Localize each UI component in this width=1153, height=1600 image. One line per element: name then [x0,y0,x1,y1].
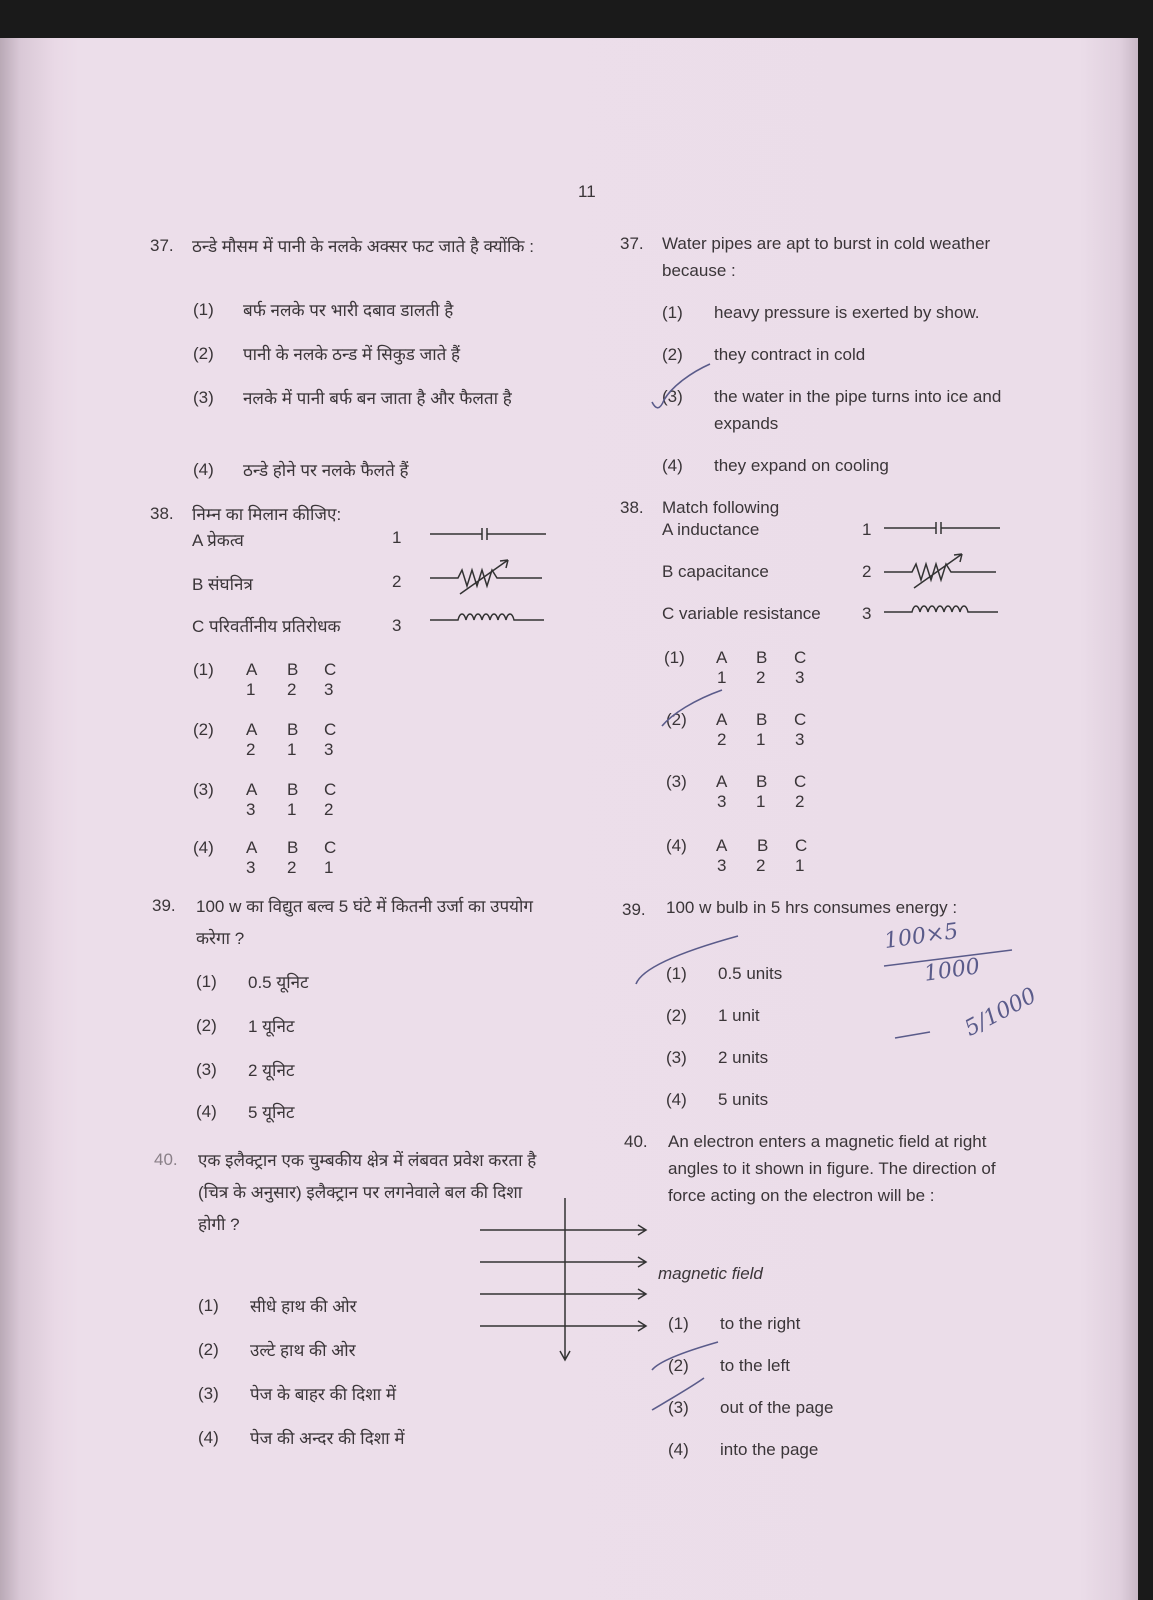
match-item: C variable resistance [662,604,821,623]
option-text: 5 यूनिट [248,1103,295,1122]
question-text: Match following [662,498,780,517]
option-text: expands [714,414,779,433]
match-item: A प्रेकत्व [192,531,244,550]
match-cell: 1 [717,668,727,687]
match-cell: B [756,710,768,729]
match-cell: 1 [756,792,766,811]
question-text: An electron enters a magnetic field at right [668,1132,987,1151]
option-number: (4) [662,456,683,475]
match-cell: 2 [287,680,297,699]
match-cell: 2 [756,668,766,687]
match-cell: A [716,836,728,855]
option-text: 0.5 यूनिट [248,973,309,992]
match-cell: 2 [756,856,766,875]
question-number: 40. [624,1132,648,1151]
symbol-number: 3 [392,616,402,635]
question-number: 38. [150,504,174,523]
question-text: Water pipes are apt to burst in cold weather [662,234,991,253]
option-number: (2) [196,1016,217,1035]
match-cell: B [287,838,299,857]
match-cell: 3 [246,858,256,877]
question-text: ठन्डे मौसम में पानी के नलके अक्सर फट जाते है क्योंकि : [192,237,534,256]
option-number: (3) [662,387,683,406]
question-number: 39. [152,896,176,915]
calc-line [895,1032,930,1038]
match-cell: 3 [717,792,727,811]
match-cell: A [716,648,728,667]
match-cell: A [246,838,258,857]
question-text: force acting on the electron will be : [668,1186,935,1205]
tick-mark [662,690,722,726]
match-cell: B [287,660,299,679]
match-cell: C [795,836,808,855]
question-text: 100 w का विद्युत बल्व 5 घंटे में कितनी उर्जा का उपयोग [196,897,533,916]
question-text: (चित्र के अनुसार) इलैक्ट्रान पर लगनेवाले बल की दिशा [198,1183,523,1202]
option-text: the water in the pipe turns into ice and [714,387,1002,406]
match-cell: 2 [324,800,334,819]
question-text: एक इलैक्ट्रान एक चुम्बकीय क्षेत्र में लंबवत प्रवेश करता है [198,1151,537,1170]
match-item: A inductance [662,520,760,539]
option-number: (4) [193,460,214,479]
match-cell: A [246,720,258,739]
match-cell: 1 [287,740,297,759]
option-number: (1) [664,648,685,667]
option-text: heavy pressure is exerted by show. [714,303,980,322]
option-number: (2) [193,344,214,363]
match-cell: C [794,710,807,729]
option-text: 2 यूनिट [248,1061,295,1080]
option-text: into the page [720,1440,819,1459]
option-number: (4) [196,1102,217,1121]
match-cell: 2 [795,792,805,811]
match-cell: C [324,660,337,679]
option-number: (3) [666,1048,687,1067]
question-text: करेगा ? [196,929,245,948]
match-item: B संघनित्र [192,575,253,594]
page-number: 11 [578,182,596,201]
option-number: (3) [198,1384,219,1403]
symbol-number: 2 [392,572,402,591]
match-cell: B [756,772,768,791]
tick-mark [652,1342,718,1370]
match-cell: 1 [756,730,766,749]
match-cell: B [287,720,299,739]
option-number: (4) [193,838,214,857]
option-text: 2 units [718,1048,769,1067]
symbol-number: 3 [862,604,872,623]
match-cell: 3 [246,800,256,819]
match-cell: 3 [795,730,805,749]
option-text: 1 unit [718,1006,760,1025]
option-text: to the left [720,1356,790,1375]
match-cell: C [324,838,337,857]
match-cell: C [324,720,337,739]
match-cell: 1 [324,858,334,877]
handwritten-calc: 1000 [922,954,982,987]
symbol-number: 1 [392,528,402,547]
match-cell: 3 [324,740,334,759]
match-cell: 2 [246,740,256,759]
option-number: (3) [196,1060,217,1079]
option-text: they contract in cold [714,345,866,364]
option-number: (1) [196,972,217,991]
option-number: (2) [668,1356,689,1375]
option-number: (4) [668,1440,689,1459]
option-number: (2) [666,1006,687,1025]
option-number: (3) [668,1398,689,1417]
symbol-number: 2 [862,562,872,581]
handwritten-calc: 5/1000 [960,983,1041,1042]
option-number: (1) [666,964,687,983]
pen-marks [0,38,1138,1600]
match-cell: 1 [287,800,297,819]
match-cell: A [246,660,258,679]
exam-page [0,38,1138,1600]
match-cell: A [246,780,258,799]
tick-mark [636,936,738,984]
option-text: out of the page [720,1398,834,1417]
option-number: (1) [668,1314,689,1333]
option-number: (1) [193,300,214,319]
option-text: 0.5 units [718,964,783,983]
option-text: बर्फ नलके पर भारी दबाव डालती है [243,301,454,320]
question-text: होगी ? [198,1215,240,1234]
option-number: (2) [198,1340,219,1359]
match-cell: A [716,710,728,729]
match-cell: C [324,780,337,799]
match-cell: B [756,648,768,667]
option-text: 5 units [718,1090,769,1109]
option-number: (1) [198,1296,219,1315]
option-number: (4) [198,1428,219,1447]
field-label: magnetic field [658,1264,763,1283]
question-number: 39. [622,900,646,919]
option-text: they expand on cooling [714,456,889,475]
question-number: 37. [150,236,174,255]
option-text: 1 यूनिट [248,1017,295,1036]
question-number: 38. [620,498,644,517]
symbol-number: 1 [862,520,872,539]
option-text: ठन्डे होने पर नलके फैलते हैं [243,461,409,480]
question-number: 40. [154,1150,178,1169]
option-number: (3) [193,780,214,799]
match-cell: C [794,648,807,667]
option-text: उल्टे हाथ की ओर [250,1341,356,1360]
option-number: (2) [662,345,683,364]
option-number: (2) [193,720,214,739]
option-text: पेज की अन्दर की दिशा में [250,1429,405,1448]
option-text: पानी के नलके ठन्ड में सिकुड जाते हैं [243,345,461,364]
question-text: angles to it shown in figure. The direction of [668,1159,996,1178]
match-cell: 3 [324,680,334,699]
match-cell: 2 [717,730,727,749]
match-item: C परिवर्तीनीय प्रतिरोधक [192,617,341,636]
question-text: 100 w bulb in 5 hrs consumes energy : [666,898,958,917]
option-text: पेज के बाहर की दिशा में [250,1385,397,1404]
option-text: to the right [720,1314,801,1333]
option-number: (3) [193,388,214,407]
match-cell: B [287,780,299,799]
option-number: (2) [666,710,687,729]
option-number: (4) [666,836,687,855]
option-number: (4) [666,1090,687,1109]
match-cell: A [716,772,728,791]
question-text: because : [662,261,736,280]
match-cell: B [757,836,769,855]
option-number: (1) [662,303,683,322]
option-text: सीधे हाथ की ओर [250,1297,357,1316]
match-cell: 1 [795,856,805,875]
match-cell: C [794,772,807,791]
match-cell: 3 [717,856,727,875]
tick-mark [652,1378,704,1410]
handwritten-calc: 100×5 [882,918,960,955]
tick-mark [652,364,710,408]
match-item: B capacitance [662,562,769,581]
match-cell: 2 [287,858,297,877]
question-number: 37. [620,234,644,253]
match-cell: 1 [246,680,256,699]
question-text: निम्न का मिलान कीजिए: [192,505,342,524]
option-number: (3) [666,772,687,791]
match-cell: 3 [795,668,805,687]
option-text: नलके में पानी बर्फ बन जाता है और फैलता है [243,389,512,408]
option-number: (1) [193,660,214,679]
